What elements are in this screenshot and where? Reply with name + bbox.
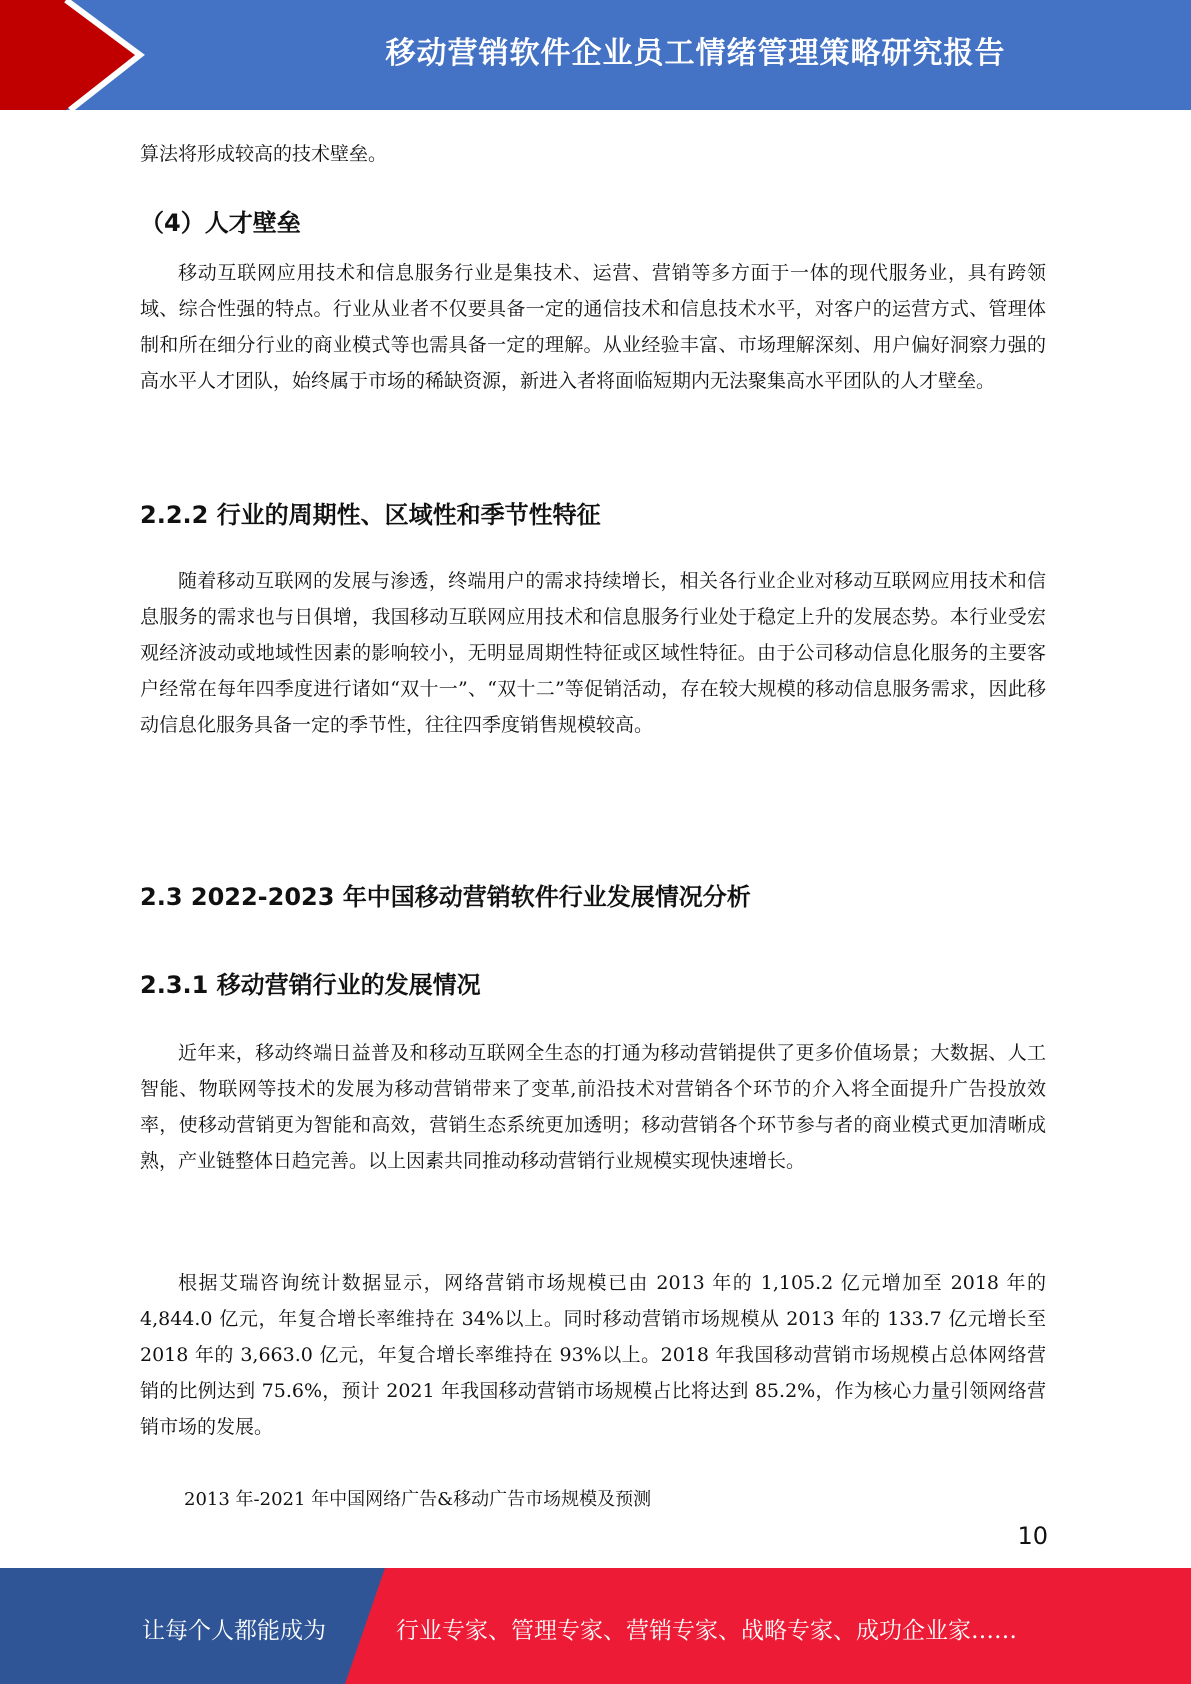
- figure-caption: 2013 年-2021 年中国网络广告&移动广告市场规模及预测: [184, 1489, 652, 1510]
- page-number: 10: [1017, 1522, 1048, 1550]
- paragraph-2-2-2: 随着移动互联网的发展与渗透，终端用户的需求持续增长，相关各行业企业对移动互联网应用技术和信息服务的需求也与日俱增，我国移动互联网应用技术和信息服务行业处于稳定上升的发展态势。本行业受宏观经济波动或地域性因素的影响较小，无明显周期性特征或区域性特征。由于公司移动信息化服务的主要客户经常在每年四季度进行诸如“双十一”、“双十二”等促销活动，存在较大规模的移动信息服务需求，因此移动信息化服务具备一定的季节性，往往四季度销售规模较高。: [140, 570, 1046, 736]
- page-footer: [0, 1568, 1191, 1684]
- paragraph-talent-barrier: 移动互联网应用技术和信息服务行业是集技术、运营、营销等多方面于一体的现代服务业，具有跨领域、综合性强的特点。行业从业者不仅要具备一定的通信技术和信息技术水平，对客户的运营方式、管理体制和所在细分行业的商业模式等也需具备一定的理解。从业经验丰富、市场理解深刻、用户偏好洞察力强的高水平人才团队，始终属于市场的稀缺资源，新进入者将面临短期内无法聚集高水平团队的人才壁垒。: [140, 262, 1046, 392]
- footer-slogan-left: 让每个人都能成为: [142, 1618, 326, 1644]
- paragraph-2-3-1-a: 近年来，移动终端日益普及和移动互联网全生态的打通为移动营销提供了更多价值场景；大数据、人工智能、物联网等技术的发展为移动营销带来了变革,前沿技术对营销各个环节的介入将全面提升广告投放效率，使移动营销更为智能和高效，营销生态系统更加透明；移动营销各个环节参与者的商业模式更加清晰成熟，产业链整体日趋完善。以上因素共同推动移动营销行业规模实现快速增长。: [140, 1042, 1046, 1172]
- paragraph-2-3-1-b: 根据艾瑞咨询统计数据显示，网络营销市场规模已由 2013 年的 1,105.2 亿元增加至 2018 年的 4,844.0 亿元，年复合增长率维持在 34%以上。同时移动营销市场规模从 2013 年的 133.7 亿元增长至 2018 年的 3,663.0 亿元，年复合增长率维持在 93%以上。2018 年我国移动营销市场规模占总体网络营销的比例达到 75.6%，预计 2021 年我国移动营销市场规模占比将达到 85.2%，作为核心力量引领网络营销市场的发展。: [140, 1272, 1046, 1438]
- header-chevron-decoration: [0, 0, 200, 110]
- heading-2-2-2: 2.2.2 行业的周期性、区域性和季节性特征: [140, 501, 601, 529]
- heading-talent-barrier: （4）人才壁垒: [140, 209, 301, 237]
- document-title: 移动营销软件企业员工情绪管理策略研究报告: [385, 36, 1006, 71]
- heading-2-3: 2.3 2022-2023 年中国移动营销软件行业发展情况分析: [140, 883, 751, 911]
- footer-slogan-right: 行业专家、管理专家、营销专家、战略专家、成功企业家……: [396, 1618, 1017, 1644]
- intro-line: 算法将形成较高的技术壁垒。: [140, 143, 388, 165]
- heading-2-3-1: 2.3.1 移动营销行业的发展情况: [140, 971, 481, 999]
- page-header: [0, 0, 1191, 110]
